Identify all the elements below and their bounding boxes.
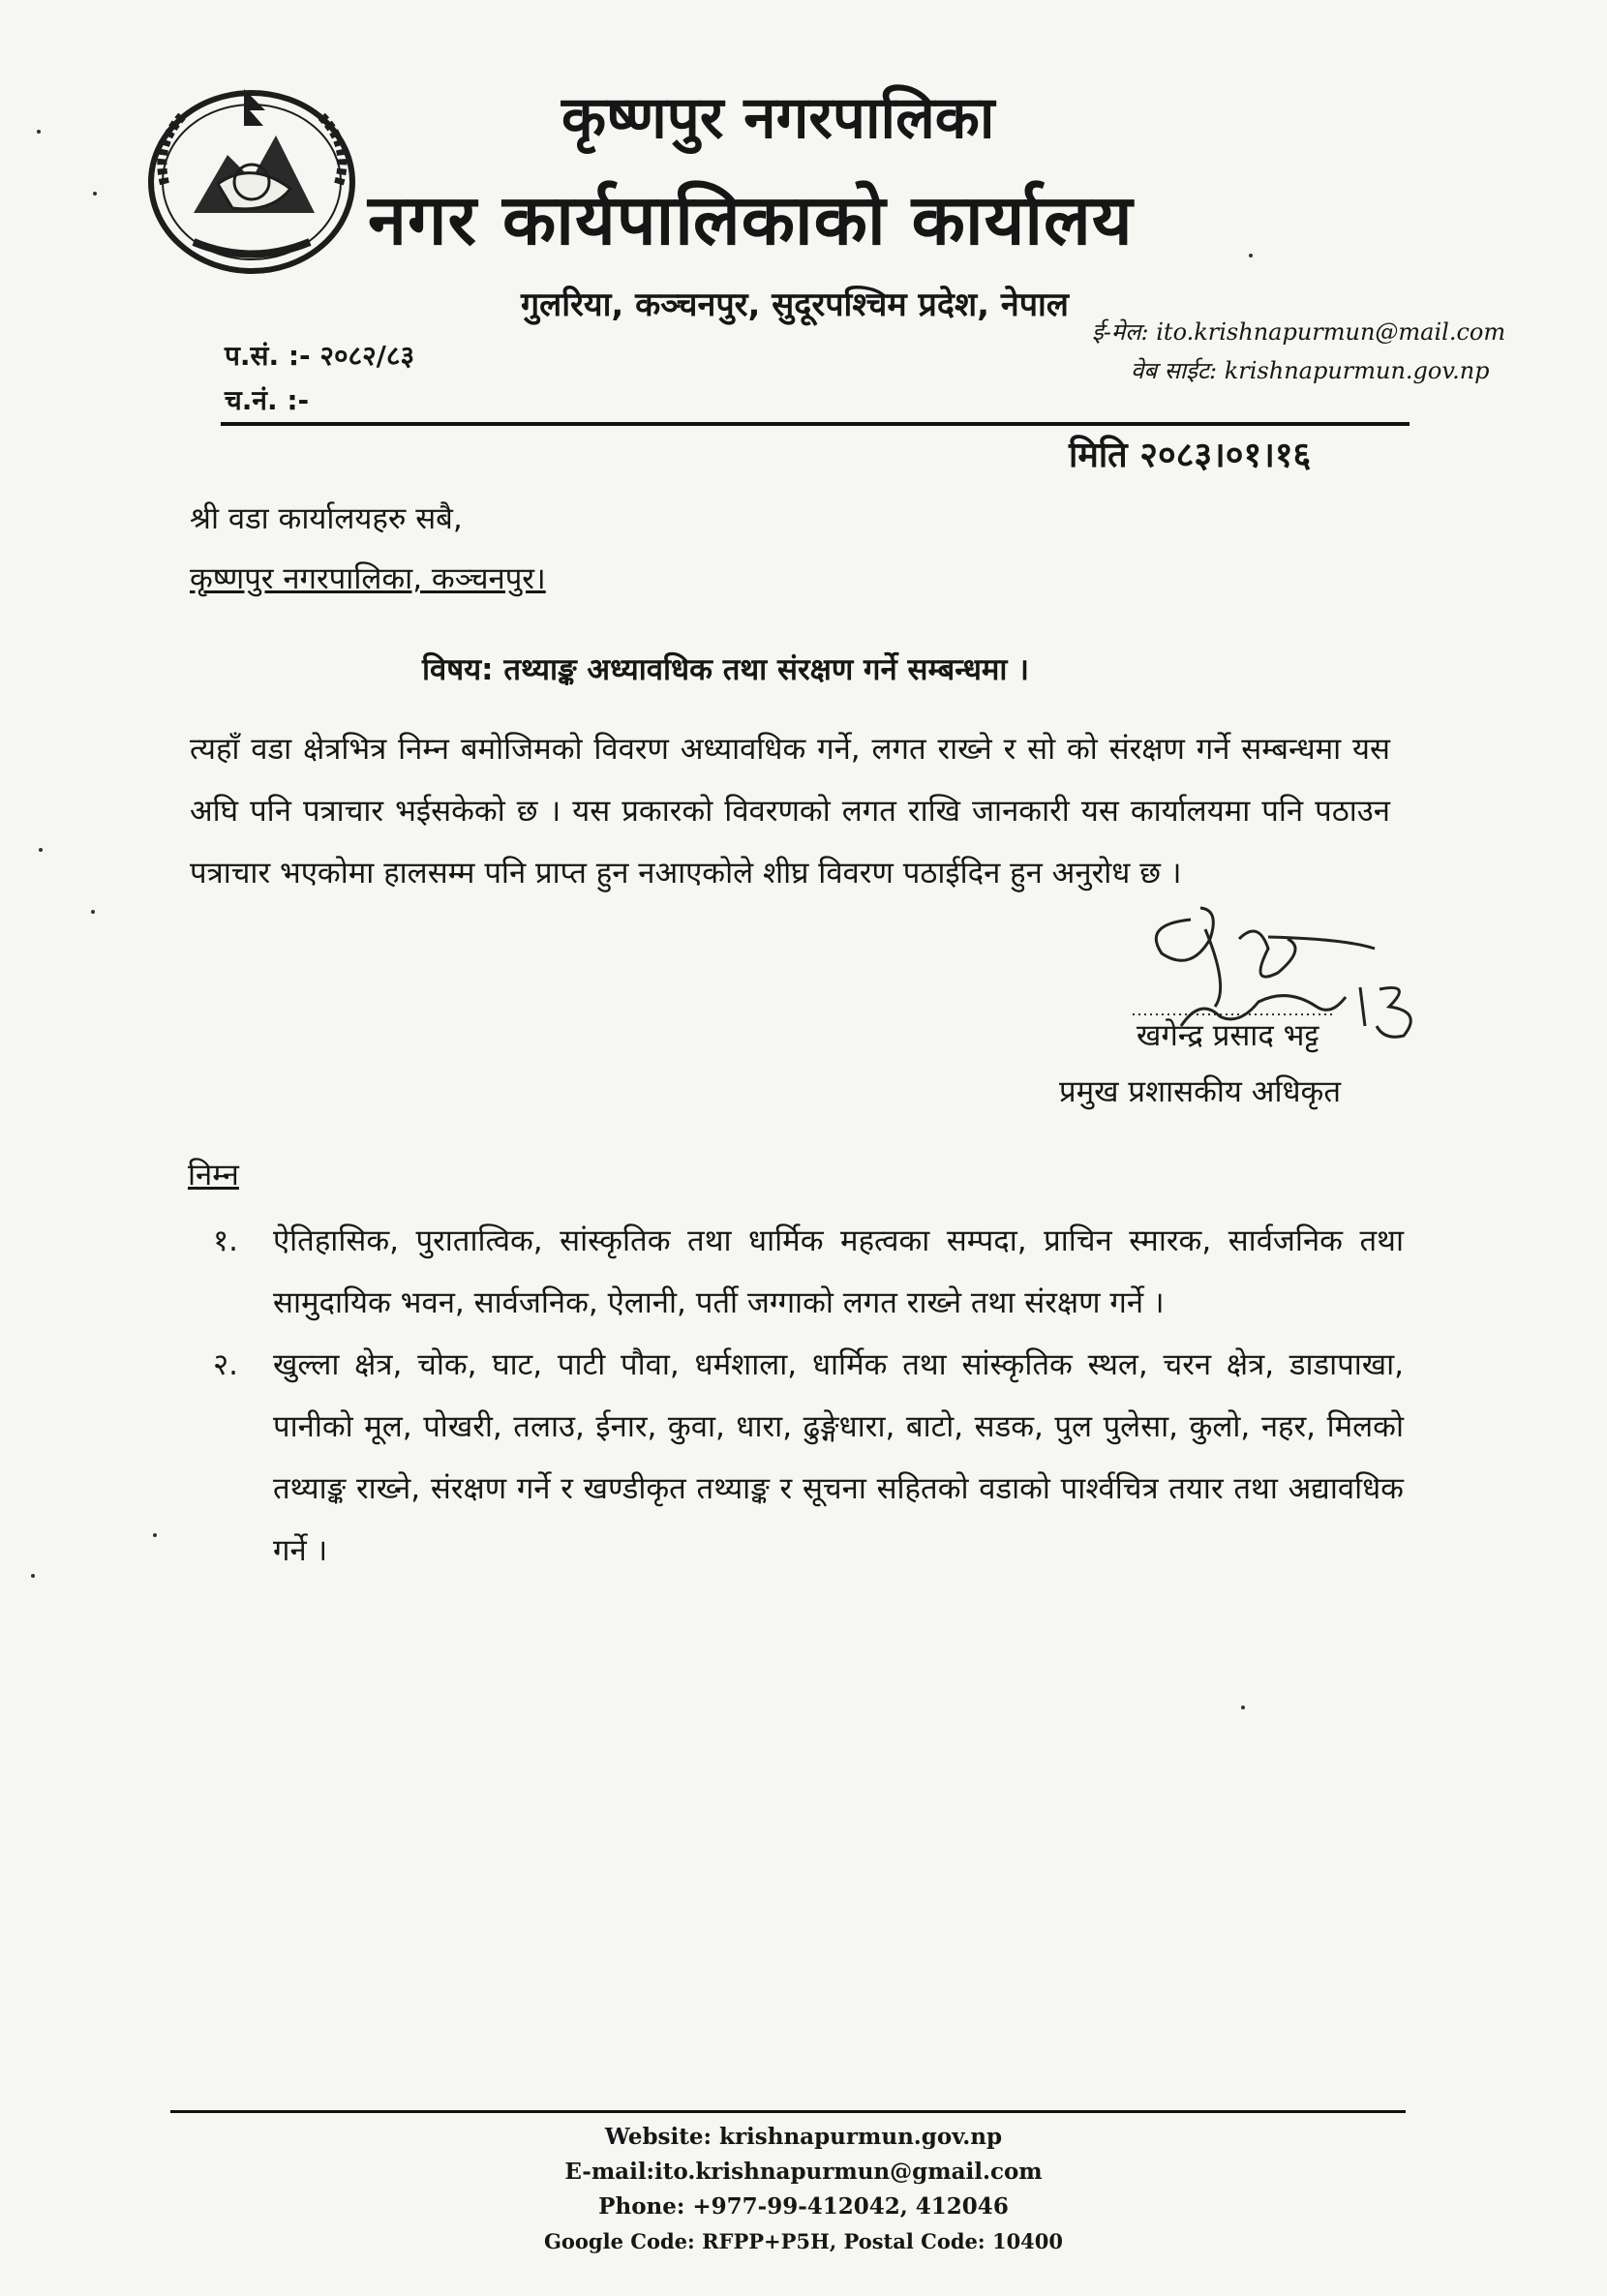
addressee-line-2: कृष्णपुर नगरपालिका, कञ्चनपुर। [190, 561, 546, 596]
list-item-number: १. [213, 1224, 238, 1258]
requirement-list [213, 1210, 1404, 1582]
scan-speck [37, 130, 41, 134]
scan-speck [1241, 1706, 1245, 1709]
footer-divider [170, 2110, 1406, 2113]
email-label: ई-मेल: [1092, 318, 1149, 346]
footer-phone: Phone: +977-99-412042, 412046 [598, 2193, 1009, 2220]
web-value[interactable]: krishnapurmun.gov.np [1224, 357, 1490, 384]
header-divider [221, 422, 1410, 426]
addressee-line-1: श्री वडा कार्यालयहरु सबै, [190, 501, 463, 536]
contact-website [1131, 354, 1490, 386]
scan-speck [91, 910, 95, 914]
office-name: नगर कार्यपालिकाको कार्यालय [368, 179, 1134, 260]
footer [319, 2120, 1288, 2259]
footer-website[interactable]: Website: krishnapurmun.gov.np [604, 2124, 1003, 2150]
list-item-number: २. [213, 1347, 238, 1382]
list-item-text: खुल्ला क्षेत्र, चोक, घाट, पाटी पौवा, धर्मशाला, धार्मिक तथा सांस्कृतिक स्थल, चरन क्षेत्र, डाडापाखा, पानीको मूल, पोखरी, तलाउ, ईनार, कुवा, धारा, ढुङ्गेधारा, बाटो, सडक, पुल पुलेसा, कुलो, नहर, मिलको तथ्याङ्क राख्ने, संरक्षण गर्ने र खण्डीकृत तथ्याङ्क र सूचना सहितको वडाको पार्श्वचित्र तयार तथा अद्यावधिक गर्ने । [273, 1347, 1404, 1568]
list-item [213, 1210, 1404, 1334]
letter-date: मिति २०८३।०१।१६ [1069, 436, 1312, 475]
letter-body: त्यहाँ वडा क्षेत्रभित्र निम्न बमोजिमको विवरण अध्यावधिक गर्ने, लगत राख्ने र सो को संरक्षण गर्ने सम्बन्धमा यस अघि पनि पत्राचार भईसकेको छ । यस प्रकारको विवरणको लगत राखि जानकारी यस कार्यालयमा पनि पठाउन पत्राचार भएकोमा हालसम्म पनि प्राप्त हुन नआएकोले शीघ्र विवरण पठाईदिन हुन अनुरोध छ । [190, 732, 1390, 891]
list-item-text: ऐतिहासिक, पुरातात्विक, सांस्कृतिक तथा धार्मिक महत्वका सम्पदा, प्राचिन स्मारक, सार्वजनिक तथा सामुदायिक भवन, सार्वजनिक, ऐलानी, पर्ती जग्गाको लगत राख्ने तथा संरक्षण गर्ने । [273, 1224, 1404, 1320]
email-value[interactable]: ito.krishnapurmun@mail.com [1156, 318, 1506, 346]
nepal-emblem-icon [136, 68, 368, 281]
reference-number: प.सं. :- २०८२/८३ [225, 340, 415, 372]
scan-speck [31, 1574, 35, 1578]
list-item [213, 1334, 1404, 1582]
signatory-name: खगेन्द्र प्रसाद भट्ट [1137, 1018, 1319, 1053]
municipality-name: कृष्णपुर नगरपालिका [561, 84, 995, 152]
scan-speck [1249, 254, 1253, 257]
scan-speck [39, 848, 43, 852]
footer-email[interactable]: E-mail:ito.krishnapurmun@gmail.com [564, 2159, 1043, 2185]
office-address: गुलरिया, कञ्चनपुर, सुदूरपश्चिम प्रदेश, नेपाल [521, 286, 1069, 324]
scan-speck [93, 192, 97, 196]
scan-speck [153, 1533, 157, 1537]
contact-email [1092, 316, 1505, 347]
signatory-title: प्रमुख प्रशासकीय अधिकृत [1059, 1074, 1342, 1109]
web-label: वेब साईट: [1131, 357, 1218, 384]
footer-codes: Google Code: RFPP+P5H, Postal Code: 10400 [543, 2229, 1064, 2253]
letter-subject: विषय: तथ्याङ्क अध्यावधिक तथा संरक्षण गर्ने सम्बन्धमा । [422, 652, 1030, 687]
dispatch-number: च.नं. :- [225, 384, 310, 416]
list-heading: निम्न [188, 1158, 239, 1193]
